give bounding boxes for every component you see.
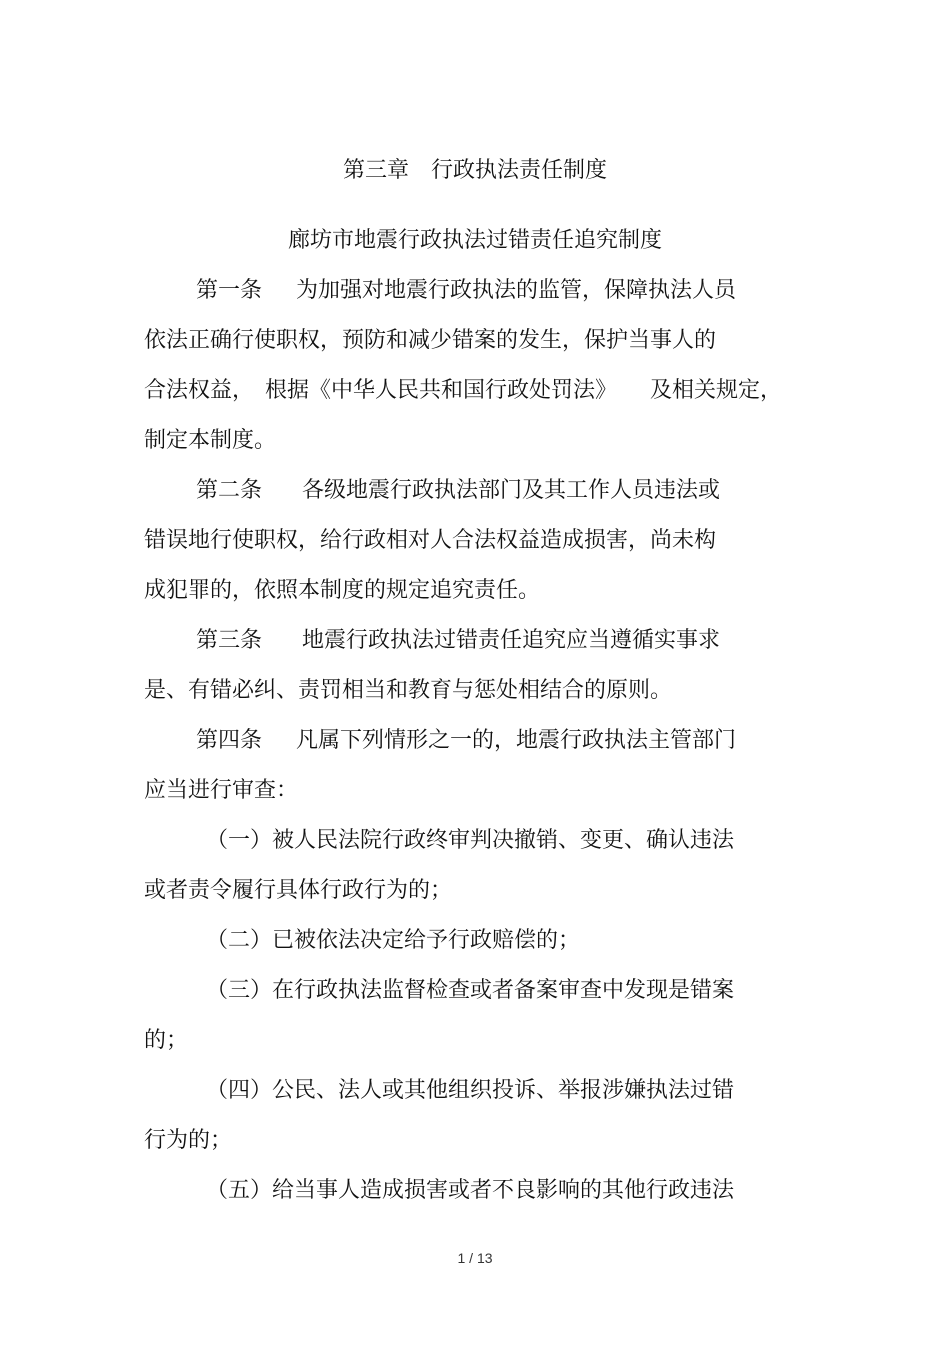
item-5-line-1: （五）给当事人造成损害或者不良影响的其他行政违法 (206, 1178, 735, 1203)
item-3-line-1: （三）在行政执法监督检查或者备案审查中发现是错案 (206, 978, 735, 1003)
article-3-line-1: 地震行政执法过错责任追究应当遵循实事求 (302, 628, 721, 653)
article-1-line-2: 依法正确行使职权，预防和减少错案的发生，保护当事人的 (144, 328, 717, 353)
article-2-line-1: 各级地震行政执法部门及其工作人员违法或 (302, 478, 721, 503)
item-3-line-2: 的； (144, 1028, 189, 1053)
article-1-line-4: 制定本制度。 (144, 428, 277, 453)
article-3-label: 第三条 (196, 628, 263, 653)
item-4-line-1: （四）公民、法人或其他组织投诉、举报涉嫌执法过错 (206, 1078, 735, 1103)
item-1-line-1: （一）被人民法院行政终审判决撤销、变更、确认违法 (206, 828, 735, 853)
article-4-line-1: 凡属下列情形之一的，地震行政执法主管部门 (296, 728, 737, 753)
article-1-label: 第一条 (196, 278, 263, 303)
page-indicator: 1 / 13 (457, 1250, 493, 1266)
article-4-line-2: 应当进行审查： (144, 778, 299, 803)
article-1-line-3: 合法权益， 根据《中华人民共和国行政处罚法》 及相关规定， (144, 378, 783, 403)
article-3-first-line (196, 626, 720, 656)
item-1-line-2: 或者责令履行具体行政行为的； (144, 878, 453, 903)
article-2-line-3: 成犯罪的，依照本制度的规定追究责任。 (144, 578, 541, 603)
article-2-first-line (196, 476, 720, 506)
item-4-line-2: 行为的； (144, 1128, 233, 1153)
article-2-label: 第二条 (196, 478, 263, 503)
article-1-first-line (196, 276, 736, 306)
item-2-line-1: （二）已被依法决定给予行政赔偿的； (206, 928, 581, 953)
article-1-line-1: 为加强对地震行政执法的监管，保障执法人员 (296, 278, 737, 303)
article-3-line-2: 是、有错必纠、责罚相当和教育与惩处相结合的原则。 (144, 678, 673, 703)
article-4-label: 第四条 (196, 728, 263, 753)
chapter-title: 第三章 行政执法责任制度 (342, 158, 607, 183)
document-title: 廊坊市地震行政执法过错责任追究制度 (287, 228, 662, 253)
article-2-line-2: 错误地行使职权，给行政相对人合法权益造成损害，尚未构 (144, 528, 717, 553)
article-4-first-line (196, 726, 736, 756)
